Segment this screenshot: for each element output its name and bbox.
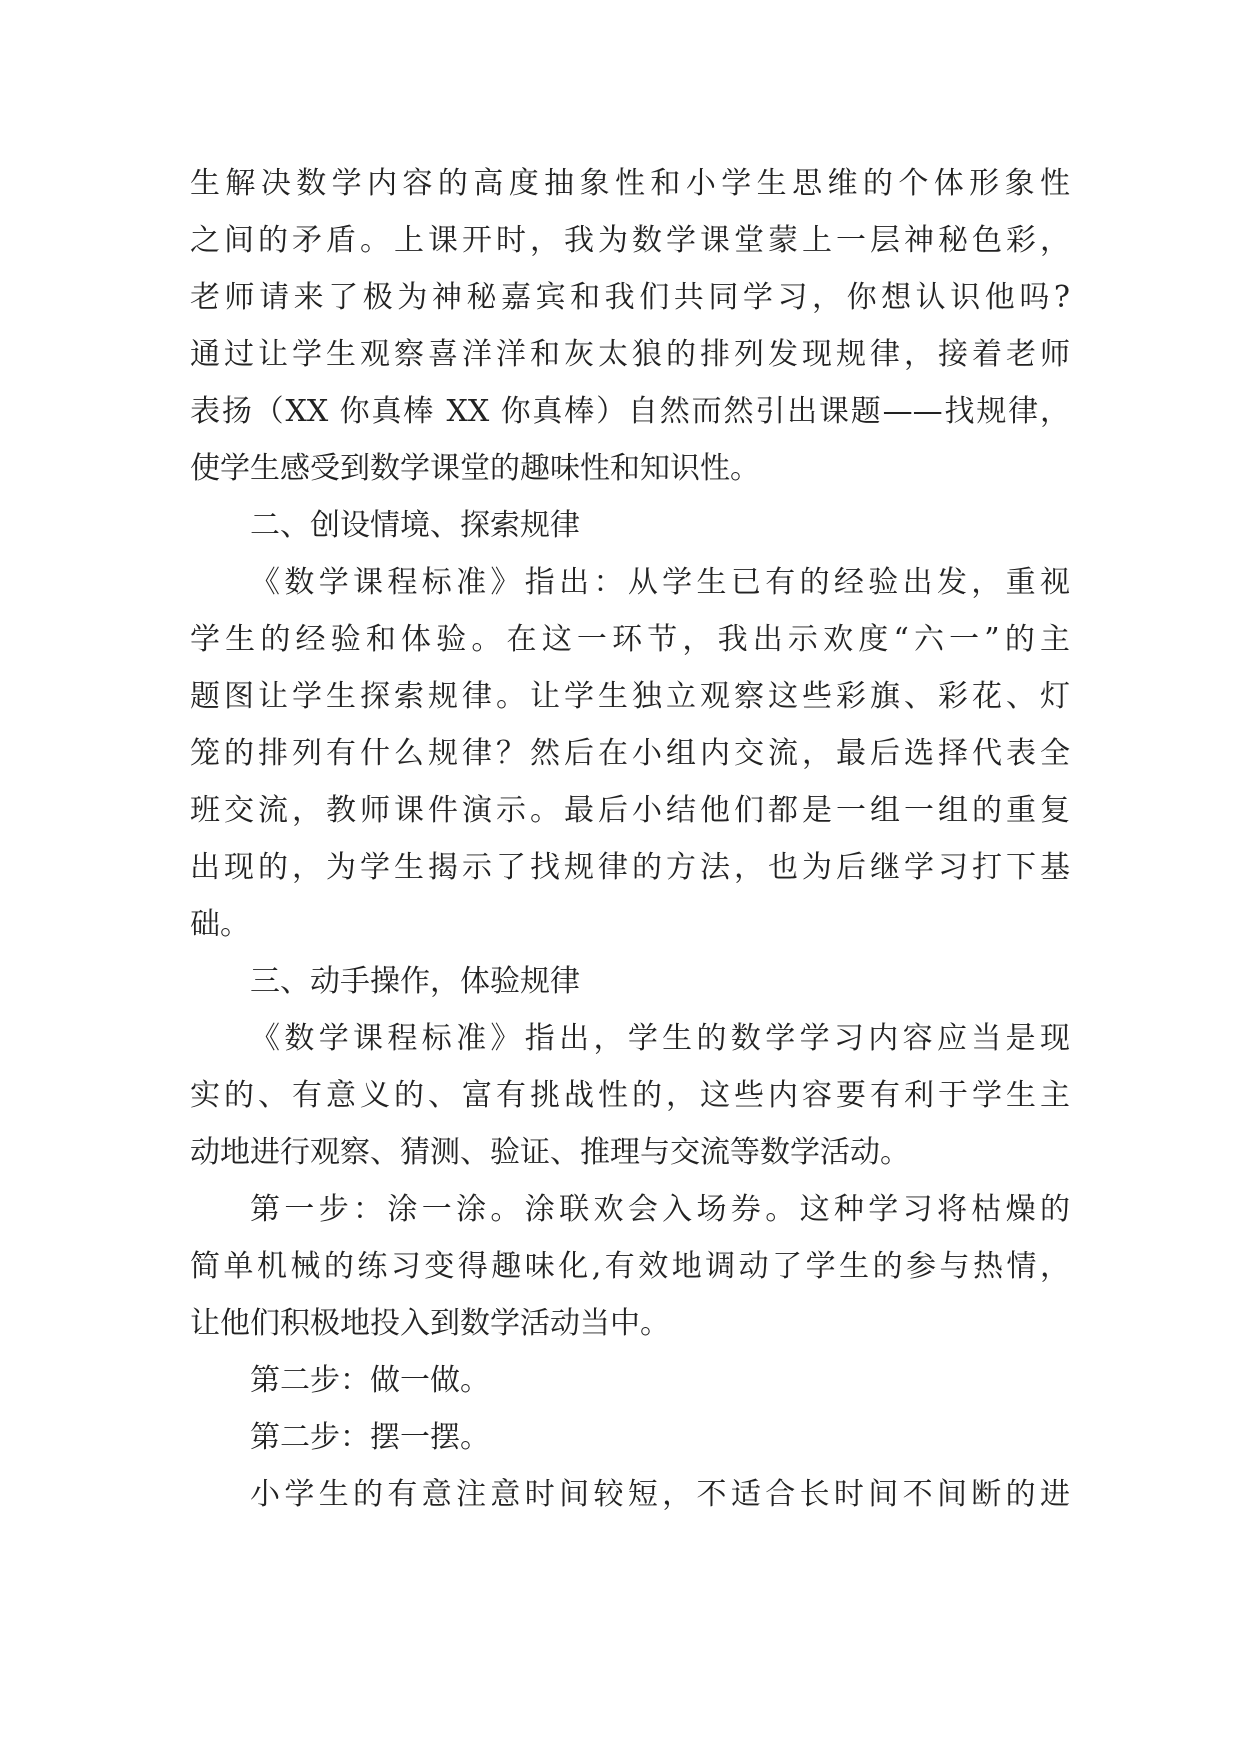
text-line: 让他们积极地投入到数学活动当中。 [190, 1306, 670, 1341]
text-line: 小学生的有意注意时间较短，不适合长时间不间断的进 [250, 1477, 1070, 1512]
text-line: 老师请来了极为神秘嘉宾和我们共同学习，你想认识他吗? [190, 280, 1070, 315]
text-line: 之间的矛盾。上课开时，我为数学课堂蒙上一层神秘色彩， [190, 223, 1070, 258]
text-line: 第二步：做一做。 [250, 1363, 490, 1398]
text-line: 出现的，为学生揭示了找规律的方法，也为后继学习打下基 [190, 850, 1070, 885]
text-line: 使学生感受到数学课堂的趣味性和知识性。 [190, 451, 760, 486]
text-line: 《数学课程标准》指出，学生的数学学习内容应当是现 [250, 1021, 1070, 1056]
text-line: 通过让学生观察喜洋洋和灰太狼的排列发现规律，接着老师 [190, 337, 1070, 372]
text-line: 生解决数学内容的高度抽象性和小学生思维的个体形象性 [190, 166, 1070, 201]
text-line: 学生的经验和体验。在这一环节，我出示欢度“六一”的主 [190, 622, 1070, 657]
text-line: 二、创设情境、探索规律 [250, 508, 580, 543]
text-line: 题图让学生探索规律。让学生独立观察这些彩旗、彩花、灯 [190, 679, 1070, 714]
text-line: 动地进行观察、猜测、验证、推理与交流等数学活动。 [190, 1135, 910, 1170]
text-line: 第二步：摆一摆。 [250, 1420, 490, 1455]
text-line: 础。 [190, 907, 250, 942]
text-line: 笼的排列有什么规律？然后在小组内交流，最后选择代表全 [190, 736, 1070, 771]
text-line: 《数学课程标准》指出：从学生已有的经验出发，重视 [250, 565, 1070, 600]
text-line: 第一步：涂一涂。涂联欢会入场券。这种学习将枯燥的 [250, 1192, 1070, 1227]
text-line: 班交流，教师课件演示。最后小结他们都是一组一组的重复 [190, 793, 1070, 828]
text-line: 表扬（XX 你真棒 XX 你真棒）自然而然引出课题——找规律， [190, 394, 1070, 429]
text-line: 简单机械的练习变得趣味化,有效地调动了学生的参与热情， [190, 1249, 1070, 1284]
document-body [190, 155, 1070, 1523]
text-line: 实的、有意义的、富有挑战性的，这些内容要有利于学生主 [190, 1078, 1070, 1113]
text-line: 三、动手操作，体验规律 [250, 964, 580, 999]
